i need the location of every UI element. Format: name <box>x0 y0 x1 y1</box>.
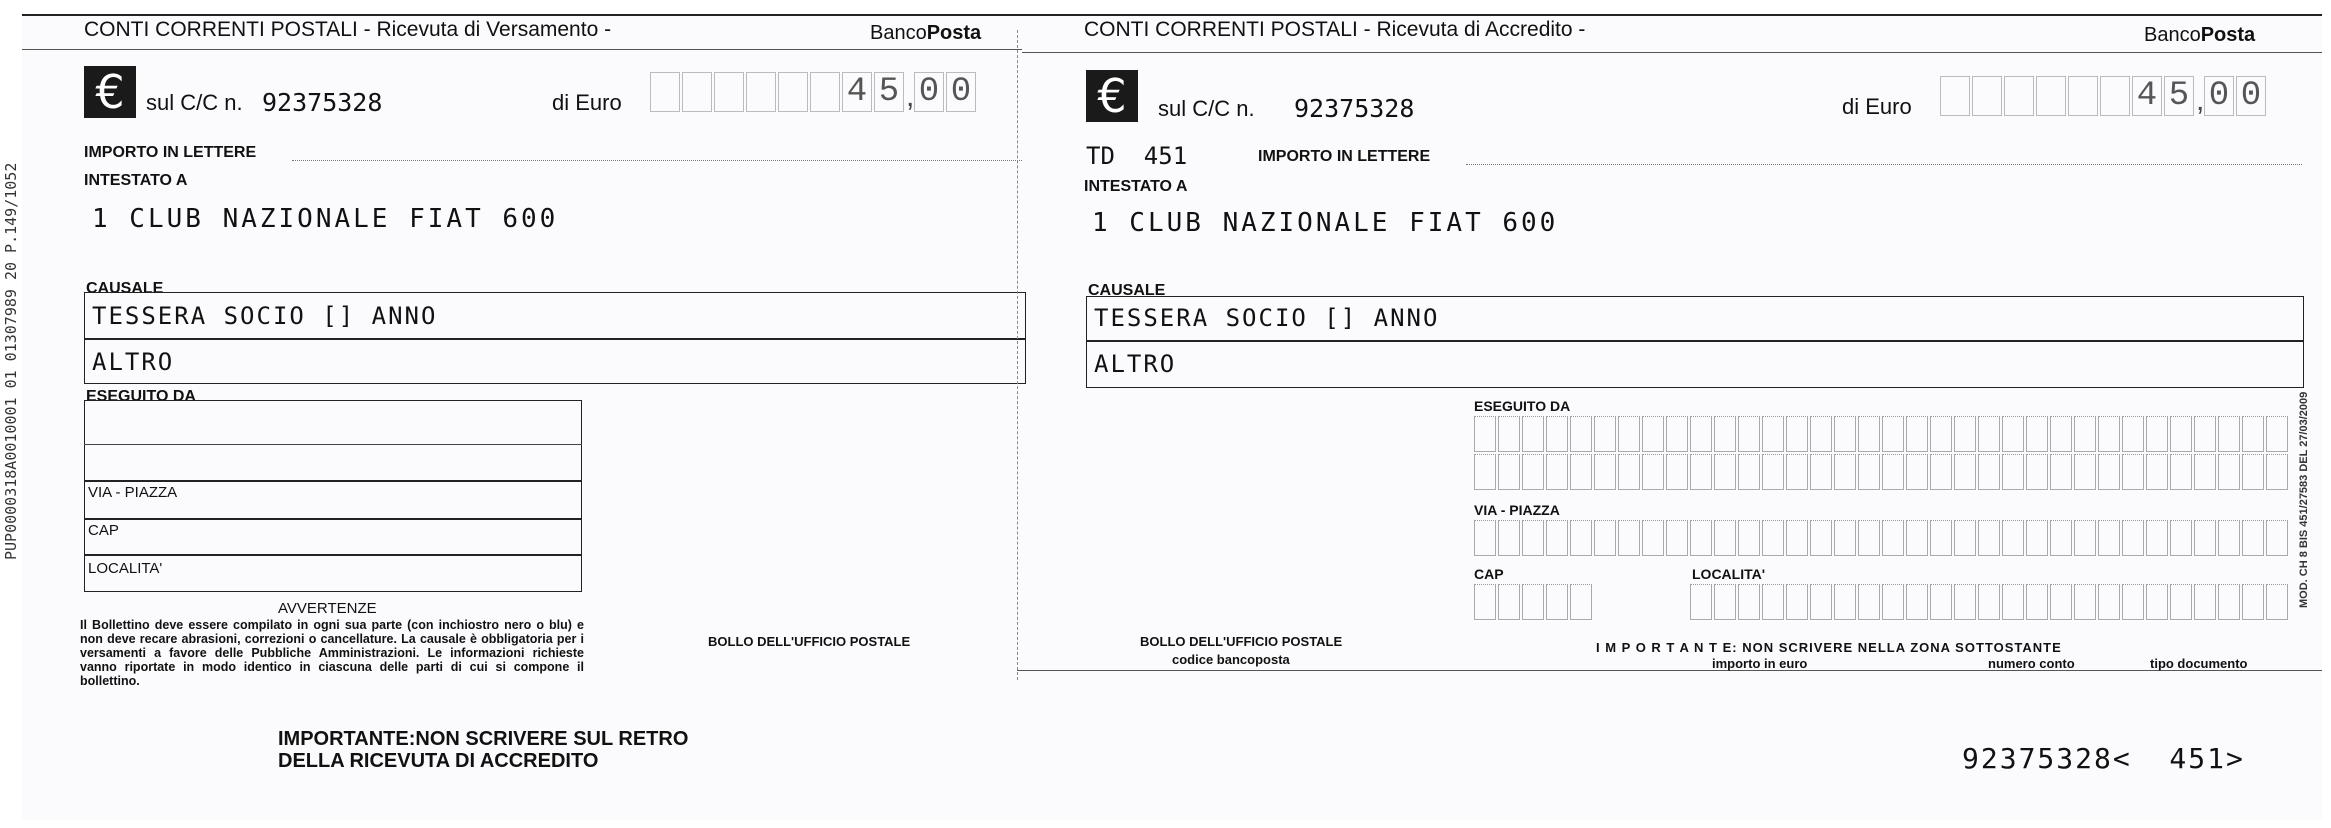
left-causale-label: CAUSALE <box>86 280 164 297</box>
side-reference-code: PUP0000318A0010001 01 01307989 20 P.149/1052 <box>2 162 20 560</box>
right-via-grid[interactable] <box>1474 520 2290 556</box>
right-causale-line-2: ALTRO <box>1094 350 1177 378</box>
amount-digit-cell: 5 <box>2164 76 2194 116</box>
left-cc-number: 92375328 <box>262 88 383 117</box>
right-td-code: TD 451 <box>1086 142 1188 170</box>
right-tipo-documento-label: tipo documento <box>2150 656 2248 671</box>
right-bancoposta-logo: BancoPosta <box>2144 24 2256 46</box>
amount-digit-cell <box>778 72 808 112</box>
right-header-rule <box>1022 14 2322 16</box>
right-bollo-label: BOLLO DELL'UFFICIO POSTALE <box>1140 634 1343 649</box>
left-header-underline <box>22 49 1022 50</box>
importante-retro-line-2: DELLA RICEVUTA DI ACCREDITO <box>278 750 599 772</box>
postal-payment-slip <box>22 14 2322 820</box>
left-title: CONTI CORRENTI POSTALI - Ricevuta di Versamento - <box>84 18 612 41</box>
left-importo-lettere-label: IMPORTO IN LETTERE <box>84 144 257 161</box>
right-eseguito-da-label: ESEGUITO DA <box>1474 398 1571 414</box>
amount-decimal-cell: 0 <box>914 72 944 112</box>
amount-digit-cell: 4 <box>842 72 872 112</box>
left-intestato-label: INTESTATO A <box>84 172 188 189</box>
left-importo-lettere-line[interactable] <box>292 160 1022 161</box>
right-importo-euro-label: importo in euro <box>1712 656 1808 671</box>
amount-digit-cell <box>714 72 744 112</box>
modulo-code: MOD. CH 8 BIS 451/27583 DEL 27/03/2009 <box>2298 391 2310 608</box>
left-bollo-label: BOLLO DELL'UFFICIO POSTALE <box>708 634 911 649</box>
amount-digit-cell <box>746 72 776 112</box>
amount-digit-cell <box>1972 76 2002 116</box>
amount-digit-cell <box>810 72 840 112</box>
perforation-line <box>1017 30 1018 680</box>
euro-icon: € <box>84 66 136 118</box>
right-numero-conto-label: numero conto <box>1988 656 2075 671</box>
amount-decimal-cell: 0 <box>946 72 976 112</box>
amount-digit-cell: 5 <box>874 72 904 112</box>
right-importo-lettere-line[interactable] <box>1466 164 2302 165</box>
amount-decimal-cell: 0 <box>2236 76 2266 116</box>
amount-digit-cell <box>2036 76 2066 116</box>
amount-digit-cell <box>2004 76 2034 116</box>
decimal-separator: , <box>906 80 915 113</box>
right-bottom-rule <box>1017 670 2322 671</box>
right-importo-lettere-label: IMPORTO IN LETTERE <box>1258 148 1431 165</box>
right-importante-zona: I M P O R T A N T E: NON SCRIVERE NELLA ZONA SOTTOSTANTE <box>1596 640 2062 655</box>
left-intestatario: 1 CLUB NAZIONALE FIAT 600 <box>92 204 559 234</box>
right-cap-label: CAP <box>1474 566 1504 582</box>
left-eseguito-da-label: ESEGUITO DA <box>86 388 196 405</box>
left-causale-divider <box>84 338 1026 340</box>
left-causale-line-1: TESSERA SOCIO [] ANNO <box>92 302 438 330</box>
right-amount-field[interactable] <box>1940 76 2268 126</box>
right-via-label: VIA - PIAZZA <box>1474 502 1560 518</box>
importante-retro-line-1: IMPORTANTE:NON SCRIVERE SUL RETRO <box>278 728 689 750</box>
right-codice-bancoposta-label: codice bancoposta <box>1172 652 1290 667</box>
left-cap-label: CAP <box>88 522 119 539</box>
left-via-label: VIA - PIAZZA <box>88 484 178 501</box>
right-cc-label: sul C/C n. <box>1158 96 1255 121</box>
left-amount-field[interactable] <box>650 72 978 122</box>
right-intestatario: 1 CLUB NAZIONALE FIAT 600 <box>1092 208 1559 238</box>
right-cc-number: 92375328 <box>1294 94 1415 123</box>
left-via-divider <box>84 518 582 520</box>
right-localita-label: LOCALITA' <box>1692 566 1766 582</box>
right-header-underline <box>1022 52 2322 53</box>
right-eseguito-grid-row-1[interactable] <box>1474 416 2290 452</box>
left-bancoposta-logo: BancoPosta <box>870 22 982 44</box>
right-cap-grid[interactable] <box>1474 584 1594 620</box>
right-causale-line-1: TESSERA SOCIO [] ANNO <box>1094 304 1440 332</box>
euro-icon: € <box>1086 70 1138 122</box>
amount-digit-cell <box>2100 76 2130 116</box>
right-intestato-label: INTESTATO A <box>1084 178 1188 195</box>
left-cap-divider <box>84 554 582 556</box>
left-cc-label: sul C/C n. <box>146 90 243 115</box>
amount-digit-cell <box>682 72 712 112</box>
avvertenze-text: Il Bollettino deve essere compilato in ogni sua parte (con inchiostro nero o blu) e non deve recare abrasioni, correzioni o cancellature. La causale è obbligatoria per i versamenti a favore delle Pubbliche Amministrazioni. Le informazioni richieste vanno riportate in modo identico in ciascuna delle parti di cui si compone il bollettino. <box>80 618 584 688</box>
left-eseguito-line-1 <box>84 444 582 445</box>
amount-digit-cell <box>1940 76 1970 116</box>
amount-digit-cell <box>650 72 680 112</box>
right-title: CONTI CORRENTI POSTALI - Ricevuta di Accredito - <box>1084 18 1586 41</box>
left-di-euro-label: di Euro <box>552 90 622 115</box>
right-eseguito-grid-row-2[interactable] <box>1474 454 2290 490</box>
avvertenze-title: AVVERTENZE <box>278 600 377 617</box>
right-causale-divider <box>1086 340 2304 342</box>
amount-decimal-cell: 0 <box>2204 76 2234 116</box>
amount-digit-cell: 4 <box>2132 76 2162 116</box>
amount-digit-cell <box>2068 76 2098 116</box>
right-localita-grid[interactable] <box>1690 584 2290 620</box>
ocr-code-line: 92375328< 451> <box>1962 742 2245 775</box>
left-localita-label: LOCALITA' <box>88 560 163 577</box>
left-eseguito-line-2 <box>84 480 582 482</box>
right-causale-label: CAUSALE <box>1088 282 1166 299</box>
left-header-rule <box>22 14 1022 16</box>
left-causale-line-2: ALTRO <box>92 348 175 376</box>
right-di-euro-label: di Euro <box>1842 94 1912 119</box>
decimal-separator: , <box>2196 84 2205 117</box>
